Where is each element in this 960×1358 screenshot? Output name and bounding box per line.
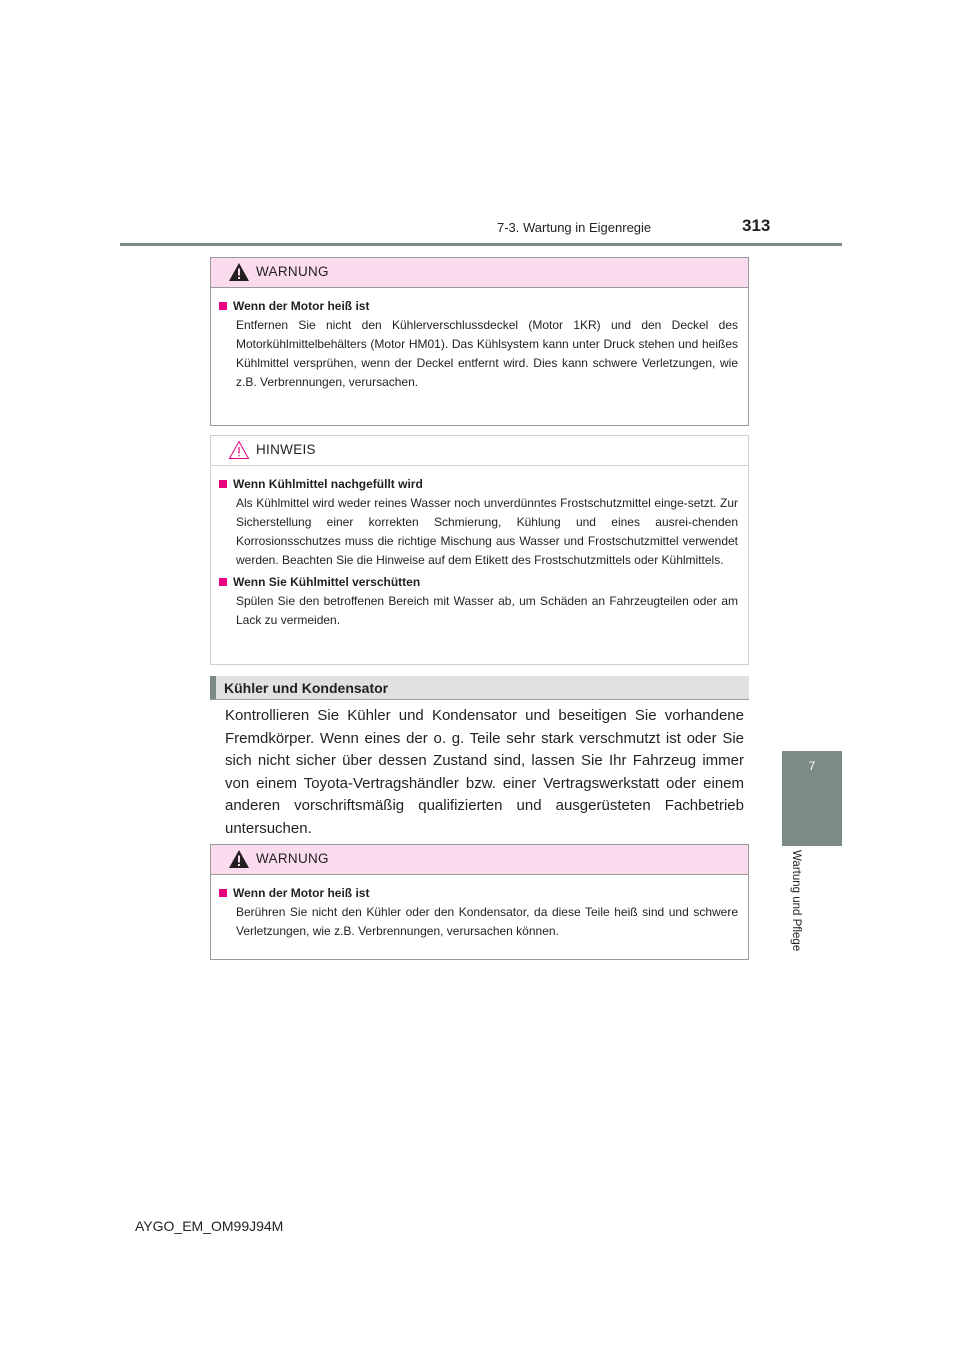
warning-box-header [211,258,748,288]
chapter-tab [782,751,842,846]
section-heading-accent [210,676,216,699]
warning-box-title: WARNUNG [256,264,329,279]
page-number: 313 [742,216,771,235]
notice-item-heading: Wenn Sie Kühlmittel verschütten [233,575,421,589]
header-section-title: 7-3. Wartung in Eigenregie [497,220,652,235]
warning-item-text: Berühren Sie nicht den Kühler oder den Kondensator, da diese Teile heiß sind und schwere Verletzungen, wie z.B. Verbrennungen, verursachen können. [236,905,738,938]
notice-item-text: Als Kühlmittel wird weder reines Wasser noch unverdünntes Frostschutzmittel einge-setzt. Zur Sicherstellung einer korrekten Schmierung, Kühlung und eines ausrei-chenden Korrosionsschutzes muss die richtige Mischung aus Wasser und Frostschutzmittel verwendet werden. Beachten Sie die Hinweise auf dem Etikett des Frostschutzmittels oder Kühlmittels. [236,496,738,567]
warning-item-heading: Wenn der Motor heiß ist [233,299,370,313]
notice-item-text: Spülen Sie den betroffenen Bereich mit Wasser ab, um Schäden an Fahrzeugteilen oder am Lack zu vermeiden. [236,594,738,627]
square-bullet-icon [219,578,227,586]
section-heading: Kühler und Kondensator [224,680,389,696]
warning-item [219,886,738,941]
warning-triangle-icon [228,849,250,869]
warning-box-header [211,845,748,875]
header-rule [120,243,842,246]
warning-item-text: Entfernen Sie nicht den Kühlerverschlussdeckel (Motor 1KR) und den Deckel des Motorkühlmittelbehälters (Motor HM01). Das Kühlsystem kann unter Druck stehen und heißes Kühlmittel versprühen, wenn der Deckel entfernt wird. Dies kann schwere Verletzungen, wie z.B. Verbrennungen, verursachen. [236,318,738,389]
warning-box-radiator-hot [210,844,749,960]
notice-item [219,477,738,570]
warning-item-heading: Wenn der Motor heiß ist [233,886,370,900]
caution-triangle-icon [228,440,250,460]
square-bullet-icon [219,302,227,310]
section-body-paragraph: Kontrollieren Sie Kühler und Kondensator und beseitigen Sie vorhandene Fremdkörper. Wenn eines der o. g. Teile sehr stark verschmutzt ist oder Sie sich nicht sicher über dessen Zustand sind, lassen Sie Ihr Fahrzeug immer von einem Toyota-Vertragshändler bzw. einer Vertragswerkstatt oder einem anderen vorschriftsmäßig qualifizierten und ausgerüsteten Fachbetrieb untersuchen. [225,707,744,837]
warning-triangle-icon [228,262,250,282]
notice-item [219,575,738,630]
chapter-tab-number: 7 [808,759,816,773]
notice-box-header [211,436,748,466]
warning-box-engine-hot [210,257,749,426]
notice-box-title: HINWEIS [256,442,316,457]
warning-box-title: WARNUNG [256,851,329,866]
warning-item [219,299,738,392]
notice-box-coolant [210,435,749,665]
document-code: AYGO_EM_OM99J94M [135,1218,284,1234]
notice-item-heading: Wenn Kühlmittel nachgefüllt wird [233,477,423,491]
section-heading-bar [210,676,749,700]
square-bullet-icon [219,480,227,488]
chapter-tab-label: Wartung und Pflege [790,850,802,952]
square-bullet-icon [219,889,227,897]
